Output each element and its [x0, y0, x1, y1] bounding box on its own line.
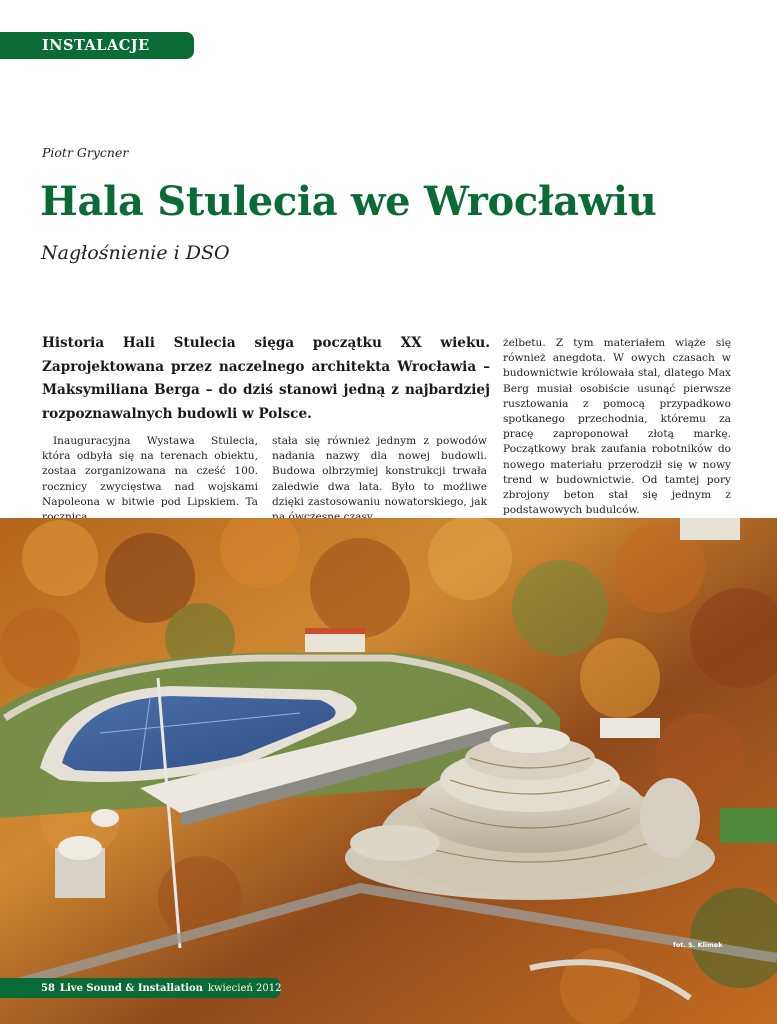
photo-credit: fot. S. Klimek	[673, 941, 723, 949]
page-footer	[0, 978, 280, 998]
body-column-2: stała się również jednym z powodów nadania nazwy dla nowej budowli. Budowa olbrzymiej konstrukcji trwała zaledwie dwa lata. Było to możliwe dzięki zastosowaniu nowatorskiego, jak	[272, 435, 487, 508]
lead-paragraph: Historia Hali Stulecia sięga początku XX wieku. Zaprojektowana przez naczelnego architekta Wrocławia – Maksymiliana Berga – do dziś stanowi jedną z najbardziej rozpoznawalnych budowli w Polsce.	[42, 335, 490, 422]
article-subtitle: Nagłośnienie i DSO	[41, 242, 230, 264]
aerial-photo-illustration	[0, 518, 777, 1024]
issue-date: kwiecień 2012	[207, 982, 282, 994]
section-tab: INSTALACJE	[0, 32, 194, 59]
article-title: Hala Stulecia we Wrocławiu	[40, 178, 657, 225]
body-column-3: żelbetu. Z tym materiałem wiąże się również anegdota. W owych czasach w budownictwie królowała stal, dlatego Max Berg musiał osobiście usunąć pierwsze rusztowania z pomocą przypadkowo spotkanego przechodnia, któremu za pracę zaproponował złotą markę. Początkowy brak zaufania robotników do nowego materiału przerodził się w nowy trend w budownictwie. Od tamtej pory zbrojony beton stał się jednym z podstawowych budulców.	[503, 337, 731, 517]
page-number: 58	[41, 982, 55, 994]
author-name: Piotr Grycner	[42, 145, 129, 160]
magazine-name: Live Sound & Installation	[59, 982, 203, 994]
body-column-1: Inauguracyjna Wystawa Stulecia, która odbyła się na terenach obiektu, zostaa zorganizowana na cześć 100. rocznicy zwycięstwa nad wojskami Napoleona w bitwie pod Lipskiem. Ta	[42, 435, 258, 508]
aerial-photo-hala-stulecia	[0, 518, 777, 1024]
